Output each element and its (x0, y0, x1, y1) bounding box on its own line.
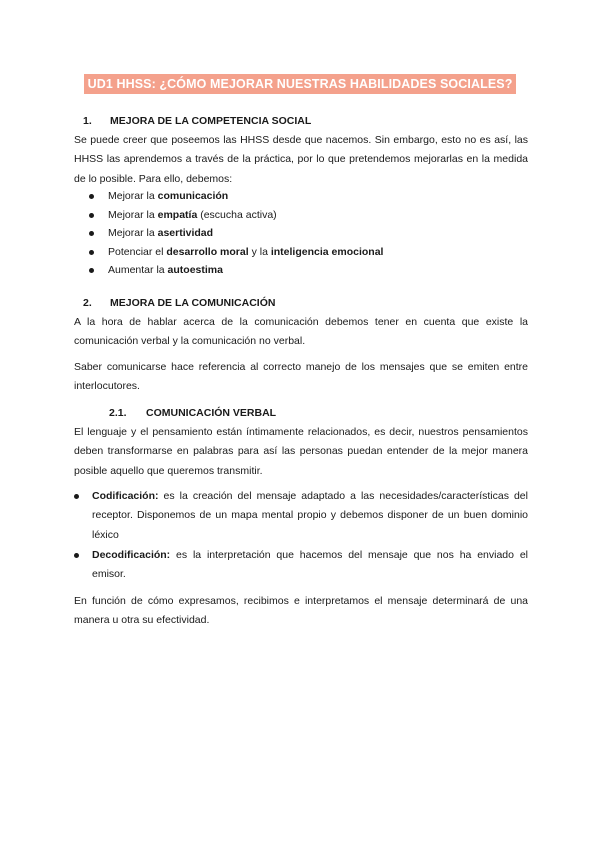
definition-text: es la creación del mensaje adaptado a las necesidades/características del receptor. Disponemos de un mapa mental propio y debemos disponer de un buen dominio léxico (92, 490, 528, 541)
list-item (86, 187, 383, 206)
section-2-heading (83, 297, 275, 309)
competence-list (86, 187, 383, 280)
item-bold: desarrollo moral (166, 245, 249, 258)
section-2-1-title: COMUNICACIÓN VERBAL (146, 407, 277, 419)
definition-term: Decodificación: (92, 549, 171, 561)
item-text: Aumentar la (108, 264, 168, 277)
item-bold: autoestima (167, 264, 223, 277)
section-1-intro: Se puede creer que poseemos las HHSS desde que nacemos. Sin embargo, esto no es así, las HHSS las aprendemos a través de la práctica, por lo que pretendemos mejorarlas en la medida de lo posible. Para ello, debemos: (74, 134, 528, 185)
list-item (86, 261, 383, 280)
list-item (86, 243, 383, 262)
section-2-1-paragraph: El lenguaje y el pensamiento están íntimamente relacionados, es decir, nuestros pensamientos deben transformarse en palabras para así las personas puedan entender de la mejor manera posible aquello que queremos transmitir. (74, 426, 528, 477)
item-bold: comunicación (157, 190, 229, 202)
definition-term: Codificación: (92, 490, 159, 502)
list-item (86, 224, 383, 243)
item-text: Mejorar la (108, 227, 158, 240)
section-2-1-heading (109, 407, 276, 419)
document-title: UD1 HHSS: ¿CÓMO MEJORAR NUESTRAS HABILIDADES SOCIALES? (84, 74, 517, 94)
item-text: Potenciar el (108, 245, 167, 258)
item-text-suffix: (escucha activa) (197, 208, 277, 221)
section-2-paragraph-2: Saber comunicarse hace referencia al correcto manejo de los mensajes que se emiten entre interlocutores. (74, 361, 528, 393)
definition-decoding (92, 546, 528, 585)
section-2-number: 2. (83, 297, 92, 309)
definition-coding (92, 487, 528, 545)
list-item (86, 206, 383, 225)
item-bold: empatía (157, 208, 198, 221)
definition-text: es la interpretación que hacemos del mensaje que nos ha enviado el emisor. (92, 549, 528, 581)
item-text-mid: y la (248, 245, 271, 258)
bullet-icon (74, 494, 79, 499)
bullet-icon (74, 553, 79, 558)
section-1-title: MEJORA DE LA COMPETENCIA SOCIAL (110, 115, 312, 127)
item-text: Mejorar la (108, 208, 158, 221)
closing-paragraph: En función de cómo expresamos, recibimos e interpretamos el mensaje determinará de una manera u otra su efectividad. (74, 595, 528, 627)
section-1-heading (83, 115, 311, 127)
section-1-number: 1. (83, 115, 92, 127)
item-bold: asertividad (157, 227, 214, 240)
title-container (0, 74, 600, 94)
section-2-paragraph-1: A la hora de hablar acerca de la comunicación debemos tener en cuenta que existe la comunicación verbal y la comunicación no verbal. (74, 316, 528, 348)
item-text: Mejorar la (108, 190, 158, 202)
section-2-title: MEJORA DE LA COMUNICACIÓN (110, 297, 276, 309)
section-2-1-number: 2.1. (109, 407, 127, 419)
item-bold-2: inteligencia emocional (270, 245, 384, 258)
